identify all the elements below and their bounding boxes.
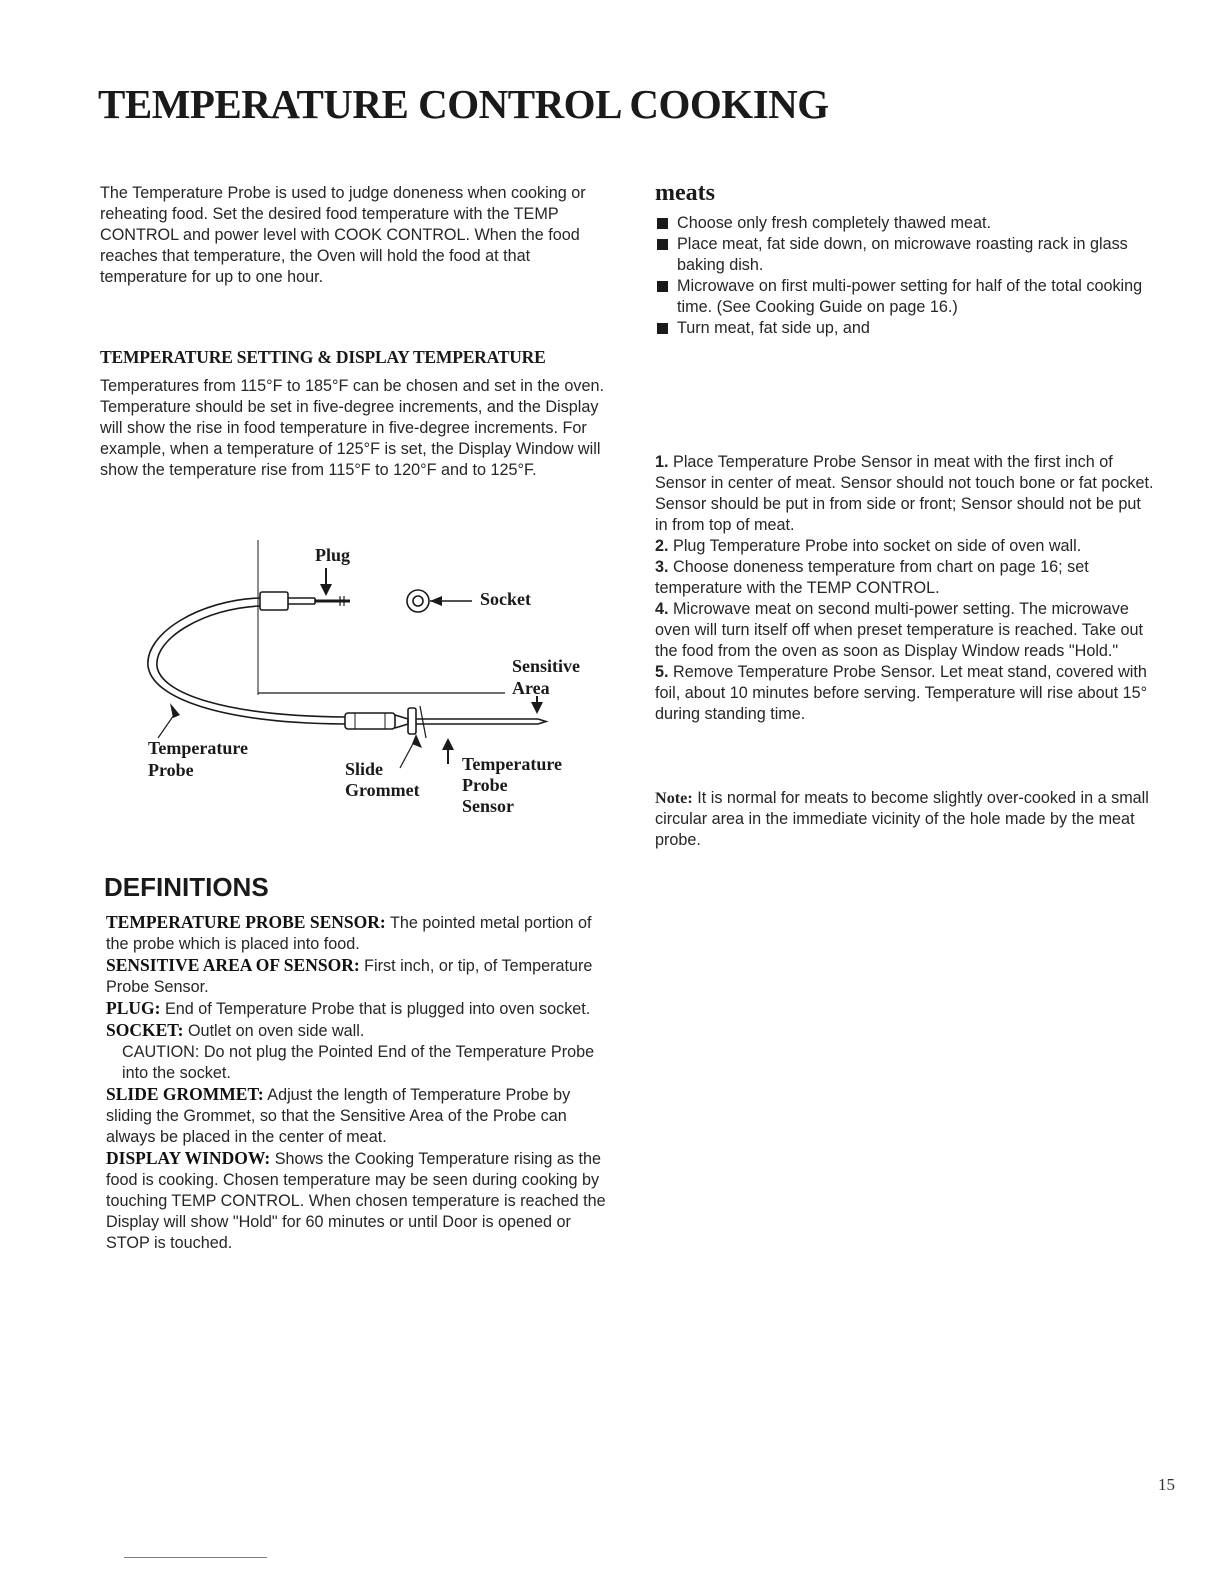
temperature-probe-arrowhead (170, 703, 180, 718)
label-plug: Plug (315, 545, 351, 565)
intro-block (100, 183, 610, 288)
definition-item (106, 1148, 616, 1254)
caution-text: CAUTION: Do not plug the Pointed End of the Temperature Probe into the socket. (122, 1043, 595, 1082)
label-slide: Slide (345, 759, 384, 779)
footer-rule (124, 1557, 267, 1558)
sensor-arrowhead (442, 738, 454, 750)
definitions-list (106, 912, 616, 1254)
definition-item (106, 1020, 616, 1042)
definition-item (106, 955, 616, 998)
definitions-heading: DEFINITIONS (104, 872, 269, 902)
plug-arrowhead (320, 584, 332, 596)
label-sensor-temperature: Temperature (462, 754, 562, 774)
label-probe: Probe (148, 760, 194, 780)
step-item: 1. Place Temperature Probe Sensor in meat with the first inch of Sensor in center of meat. Sensor should not touch bone or fat pocket. Sensor should be put in from side or front; Sensor should not be put in from top of meat. (655, 453, 1154, 534)
steps-list (655, 452, 1155, 725)
definition-text: Outlet on oven side wall. (187, 1022, 365, 1040)
socket-arrowhead (430, 596, 442, 606)
definition-text: First inch, or tip, of Temperature Probe Sensor. (106, 957, 593, 996)
definition-term: SLIDE GROMMET: (106, 1084, 264, 1104)
definition-term: SOCKET: (106, 1020, 184, 1040)
note-label: Note: (655, 789, 693, 807)
slide-arrowhead (412, 734, 422, 748)
intro-paragraph: The Temperature Probe is used to judge doneness when cooking or reheating food. Set the desired food temperature with the TEMP CONTROL and power level with COOK CONTROL. When the food reaches that temperature, the Oven will hold the food at that temperature for up to one hour. (100, 184, 586, 286)
note-text: It is normal for meats to become slightly over-cooked in a small circular area in the immediate vicinity of the hole made by the meat probe. (655, 789, 1149, 849)
setting-paragraph: Temperatures from 115°F to 185°F can be chosen and set in the oven. Temperature should be set in five-degree increments, and the Display will show the rise in food temperature in five-degree increments. For example, when a temperature of 125°F is set, the Display Window will show the temperature rise from 115°F to 120°F and to 125°F. (100, 377, 604, 479)
socket-symbol-outer (407, 590, 429, 612)
label-sensor-probe: Probe (462, 775, 508, 795)
definition-term: PLUG: (106, 998, 161, 1018)
bullet-square-icon (657, 239, 668, 250)
label-sensitive: Sensitive (512, 656, 581, 676)
list-item: Place meat, fat side down, on microwave roasting rack in glass baking dish. (655, 234, 1155, 276)
cable-outer (148, 598, 345, 724)
slide-grommet (408, 708, 416, 734)
setting-block (100, 376, 610, 481)
definition-text: The pointed metal portion of the probe which is placed into food. (106, 914, 592, 953)
page-number: 15 (1158, 1475, 1175, 1494)
handle-taper (395, 715, 408, 728)
meats-bullet-list (655, 213, 1155, 339)
list-item: Choose only fresh completely thawed meat. (655, 213, 1155, 234)
definition-text: Adjust the length of Temperature Probe by sliding the Grommet, so that the Sensitive Area of the Probe can always be placed in the center of meat. (106, 1086, 571, 1146)
definition-term: SENSITIVE AREA OF SENSOR: (106, 955, 360, 975)
probe-diagram (140, 538, 620, 828)
meats-heading: meats (655, 180, 715, 206)
sensor-tip (538, 719, 546, 724)
bullet-square-icon (657, 323, 668, 334)
grommet-handle (345, 713, 395, 729)
label-socket: Socket (480, 589, 531, 609)
meats-section (655, 180, 1155, 339)
definition-text: Shows the Cooking Temperature rising as the food is cooking. Chosen temperature may be seen during cooking by touching TEMP CONTROL. When chosen temperature is reached the Display will show "Hold" for 60 minutes or until Door is opened or STOP is touched. (106, 1150, 606, 1252)
step-item: 2. Plug Temperature Probe into socket on side of oven wall. (655, 537, 1082, 555)
list-item: Turn meat, fat side up, and (655, 318, 1155, 339)
definition-term: TEMPERATURE PROBE SENSOR: (106, 912, 386, 932)
list-item: Microwave on first multi-power setting for half of the total cooking time. (See Cooking Guide on page 16.) (655, 276, 1155, 318)
step-item: 5. Remove Temperature Probe Sensor. Let meat stand, covered with foil, about 10 minutes before serving. Temperature will rise about 15° during standing time. (655, 663, 1148, 723)
label-grommet: Grommet (345, 780, 420, 800)
definition-text: End of Temperature Probe that is plugged into oven socket. (164, 1000, 591, 1018)
plug-body (260, 592, 288, 610)
definition-item (106, 912, 616, 955)
step-item: 4. Microwave meat on second multi-power setting. The microwave oven will turn itself off when preset temperature is reached. Take out the food from the oven as soon as Display Window reads "Hold." (655, 600, 1143, 660)
definition-item (106, 1084, 616, 1148)
definition-item (106, 998, 616, 1020)
step-item: 3. Choose doneness temperature from chart on page 16; set temperature with the TEMP CONTROL. (655, 558, 1089, 597)
bullet-square-icon (657, 218, 668, 229)
note-block (655, 788, 1155, 851)
bullet-square-icon (657, 281, 668, 292)
setting-heading: TEMPERATURE SETTING & DISPLAY TEMPERATURE (100, 347, 546, 367)
sensitive-area-arrowhead (531, 702, 543, 714)
definition-term: DISPLAY WINDOW: (106, 1148, 271, 1168)
label-area: Area (512, 678, 550, 698)
page-title: TEMPERATURE CONTROL COOKING (98, 81, 829, 127)
label-sensor: Sensor (462, 796, 515, 816)
label-temperature: Temperature (148, 738, 248, 758)
